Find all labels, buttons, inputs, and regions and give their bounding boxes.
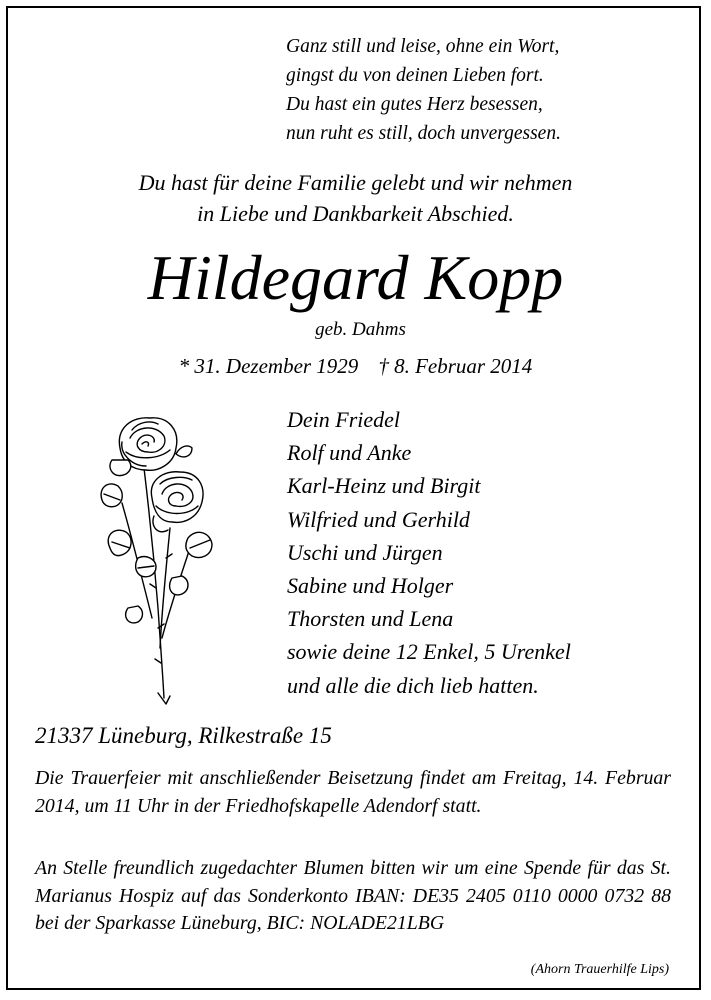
mourner-line: Uschi und Jürgen: [287, 539, 443, 565]
death-date: † 8. Februar 2014: [378, 354, 533, 378]
family-address: 21337 Lüneburg, Rilkestraße 15: [35, 723, 332, 748]
poem-line: Ganz still und leise, ohne ein Wort,: [286, 36, 560, 57]
funeral-notice: Die Trauerfeier mit anschließender Beisetzung findet am Freitag, 14. Februar 2014, um 11 Uhr in der Friedhofskapelle Adendorf statt.: [35, 767, 671, 817]
mourner-line: Wilfried und Gerhild: [287, 506, 470, 532]
donation-notice: An Stelle freundlich zugedachter Blumen bitten wir um eine Spende für das St. Marianus Hospiz auf das Sonderkonto IBAN: DE35 2405 0110 0000 0732 88 bei der Sparkasse Lüneburg, BIC: NOLADE21LBG: [35, 857, 671, 934]
deceased-name: Hildegard Kopp: [147, 242, 564, 313]
intro-text: [0, 167, 711, 229]
poem-line: nun ruht es still, doch unvergessen.: [286, 123, 561, 144]
maiden-name: geb. Dahms: [315, 319, 406, 340]
mourner-line: und alle die dich lieb hatten.: [287, 672, 539, 698]
life-dates: [0, 352, 711, 380]
mourner-line: sowie deine 12 Enkel, 5 Urenkel: [287, 639, 571, 665]
intro-line: in Liebe und Dankbarkeit Abschied.: [197, 201, 514, 226]
undertaker-credit: (Ahorn Trauerhilfe Lips): [530, 962, 669, 977]
mourner-line: Thorsten und Lena: [287, 606, 454, 632]
birth-date: * 31. Dezember 1929: [178, 354, 359, 378]
mourner-line: Dein Friedel: [287, 407, 401, 432]
mourner-line: Karl-Heinz und Birgit: [287, 473, 481, 499]
mourner-line: Rolf und Anke: [287, 440, 412, 466]
poem-line: gingst du von deinen Lieben fort.: [286, 65, 544, 86]
mourner-line: Sabine und Holger: [287, 573, 454, 599]
intro-line: Du hast für deine Familie gelebt und wir nehmen: [138, 170, 573, 195]
rose-illustration-icon: [92, 408, 222, 708]
mourners-list: [287, 403, 571, 702]
poem-line: Du hast ein gutes Herz besessen,: [286, 94, 543, 115]
poem: [286, 32, 561, 148]
